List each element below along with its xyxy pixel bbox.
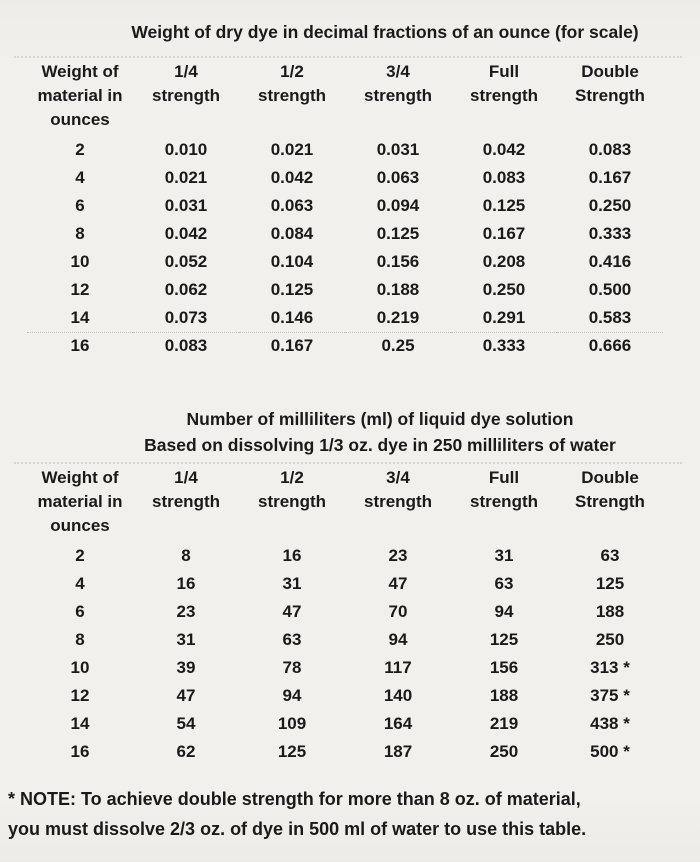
table-cell: 0.031 — [164, 196, 208, 215]
column-header-line: Strength — [575, 492, 645, 511]
column-header — [345, 464, 451, 542]
column-header — [239, 464, 345, 542]
table-cell: 117 — [384, 658, 412, 677]
table-cell: 0.167 — [239, 332, 345, 360]
table-cell: 125 — [489, 630, 519, 649]
liquid-table-title-wrap — [60, 406, 700, 458]
table-cell: 0.250 — [588, 196, 632, 215]
table-cell: 63 — [494, 574, 514, 593]
table-cell: 0.208 — [482, 252, 526, 271]
footnote — [8, 784, 692, 844]
dry-dye-table — [27, 58, 663, 360]
table-cell: 31 — [282, 574, 302, 593]
table-row — [27, 710, 663, 738]
table-cell: 0.094 — [376, 196, 420, 215]
column-header-line: Double — [581, 62, 639, 81]
column-header-line: 1/2 — [280, 468, 304, 487]
table-cell: 0.416 — [588, 252, 632, 271]
table-cell: 0.062 — [164, 280, 208, 299]
table-row — [27, 626, 663, 654]
table-cell: 0.021 — [270, 140, 314, 159]
table-cell: 0.042 — [482, 140, 526, 159]
row-label: 12 — [70, 280, 90, 299]
table-cell: 23 — [388, 546, 408, 565]
table-cell: 0.500 — [588, 280, 632, 299]
table-cell: 313 * — [590, 658, 630, 677]
column-header — [557, 464, 663, 542]
table-cell: 0.250 — [482, 280, 526, 299]
table-cell: 94 — [282, 686, 302, 705]
scan-artifact-rule — [14, 462, 682, 464]
table-cell: 8 — [181, 546, 191, 565]
table-cell: 94 — [494, 602, 514, 621]
table-cell: 0.010 — [164, 140, 208, 159]
column-header-line: Weight of — [41, 62, 119, 81]
table-row — [27, 570, 663, 598]
table-cell: 47 — [388, 574, 408, 593]
table-cell: 0.125 — [482, 196, 526, 215]
table-cell: 0.291 — [482, 307, 526, 327]
table-cell: 0.052 — [164, 252, 208, 271]
table-row — [27, 598, 663, 626]
row-label: 8 — [75, 224, 85, 243]
header-row — [27, 58, 663, 136]
table-cell: 16 — [176, 574, 196, 593]
row-label: 2 — [75, 546, 85, 565]
table-cell: 47 — [176, 686, 196, 705]
table-cell: 125 — [277, 742, 307, 761]
table-cell: 0.156 — [376, 252, 420, 271]
row-label: 16 — [70, 742, 90, 761]
table-cell: 0.666 — [557, 332, 663, 360]
table-cell: 31 — [176, 630, 196, 649]
table-cell: 0.042 — [164, 224, 208, 243]
column-header-line: Full — [488, 468, 520, 487]
row-label: 14 — [70, 307, 90, 327]
table-cell: 0.104 — [270, 252, 314, 271]
column-header-line: ounces — [50, 110, 110, 129]
header-row — [27, 464, 663, 542]
table-cell: 0.333 — [451, 332, 557, 360]
column-header-line: Double — [581, 468, 639, 487]
column-header — [133, 464, 239, 542]
column-header-line: strength — [258, 492, 326, 511]
table-cell: 63 — [282, 630, 302, 649]
table-row — [27, 192, 663, 220]
column-header-line: Strength — [575, 86, 645, 105]
row-label: 10 — [70, 252, 90, 271]
column-header — [451, 464, 557, 542]
table-row — [27, 738, 663, 766]
column-header — [451, 58, 557, 136]
footnote-line-1: * NOTE: To achieve double strength for more than 8 oz. of material, — [8, 789, 581, 809]
column-header-line: strength — [258, 86, 326, 105]
column-header — [345, 58, 451, 136]
table-cell: 0.167 — [588, 168, 632, 187]
table-row — [27, 332, 663, 360]
table-cell: 0.25 — [345, 332, 451, 360]
table-cell: 250 — [595, 630, 625, 649]
table-row — [27, 682, 663, 710]
column-header-line: strength — [470, 86, 538, 105]
column-header-weight — [27, 58, 133, 136]
table-cell: 140 — [383, 686, 413, 705]
table-cell: 0.125 — [376, 224, 420, 243]
table-cell: 0.188 — [376, 280, 420, 299]
column-header-line: 1/2 — [280, 62, 304, 81]
table-cell: 0.083 — [588, 140, 632, 159]
row-label: 4 — [75, 168, 85, 187]
table-cell: 39 — [176, 658, 196, 677]
scan-artifact-rule — [14, 56, 682, 58]
table-cell: 187 — [383, 742, 413, 761]
table-cell: 0.333 — [588, 224, 632, 243]
table-cell: 0.021 — [164, 168, 208, 187]
column-header-line: Weight of — [41, 468, 119, 487]
dry-table-title: Weight of dry dye in decimal fractions of an ounce (for scale) — [131, 22, 639, 42]
table-cell: 23 — [176, 602, 196, 621]
table-cell: 0.084 — [270, 224, 314, 243]
table-cell: 62 — [176, 742, 196, 761]
column-header-line: strength — [152, 86, 220, 105]
row-label: 8 — [75, 630, 85, 649]
row-label: 14 — [70, 714, 90, 733]
table-cell: 375 * — [590, 686, 630, 705]
column-header-line: 3/4 — [386, 62, 410, 81]
column-header — [133, 58, 239, 136]
table-cell: 0.063 — [270, 196, 314, 215]
table-cell: 31 — [494, 546, 514, 565]
table-cell: 164 — [383, 714, 413, 733]
row-label: 4 — [75, 574, 85, 593]
table-cell: 188 — [489, 686, 519, 705]
row-label: 12 — [70, 686, 90, 705]
liquid-dye-table — [27, 464, 663, 766]
column-header-weight — [27, 464, 133, 542]
table-row — [27, 542, 663, 570]
table-cell: 16 — [282, 546, 302, 565]
dry-table-title-wrap — [70, 22, 700, 42]
table-cell: 109 — [277, 714, 307, 733]
table-cell: 0.125 — [270, 280, 314, 299]
table-cell: 250 — [489, 742, 519, 761]
table-cell: 0.083 — [133, 332, 239, 360]
table-cell: 94 — [388, 630, 408, 649]
table-cell: 0.583 — [588, 307, 632, 327]
table-cell: 188 — [595, 602, 625, 621]
table-cell: 156 — [489, 658, 519, 677]
column-header-line: 1/4 — [174, 62, 198, 81]
column-header — [239, 58, 345, 136]
column-header-line: material in — [37, 492, 123, 511]
row-label: 2 — [75, 140, 85, 159]
table-cell: 219 — [489, 714, 519, 733]
table-cell: 0.146 — [270, 307, 314, 327]
table-row — [27, 304, 663, 332]
table-row — [27, 220, 663, 248]
column-header-line: Full — [488, 62, 520, 81]
table-cell: 47 — [282, 602, 302, 621]
table-cell: 0.031 — [376, 140, 420, 159]
table-cell: 125 — [595, 574, 625, 593]
column-header-line: material in — [37, 86, 123, 105]
table-cell: 438 * — [590, 714, 630, 733]
table-cell: 0.167 — [482, 224, 526, 243]
row-label: 6 — [75, 196, 85, 215]
table-cell: 0.219 — [376, 307, 420, 327]
row-label: 6 — [75, 602, 85, 621]
column-header-line: strength — [470, 492, 538, 511]
footnote-line-2: you must dissolve 2/3 oz. of dye in 500 ml of water to use this table. — [8, 819, 587, 839]
table-row — [27, 654, 663, 682]
table-cell: 0.042 — [270, 168, 314, 187]
column-header-line: 3/4 — [386, 468, 410, 487]
table-cell: 70 — [388, 602, 408, 621]
table-cell: 0.083 — [482, 168, 526, 187]
table-cell: 0.063 — [376, 168, 420, 187]
liquid-table-title: Number of milliliters (ml) of liquid dye solution — [186, 409, 574, 429]
table-cell: 63 — [600, 546, 620, 565]
table-row — [27, 164, 663, 192]
row-label: 10 — [70, 658, 90, 677]
table-row — [27, 248, 663, 276]
table-row — [27, 276, 663, 304]
liquid-table-subtitle: Based on dissolving 1/3 oz. dye in 250 milliliters of water — [144, 435, 616, 455]
column-header-line: strength — [364, 86, 432, 105]
table-cell: 0.073 — [164, 307, 208, 327]
column-header-line: ounces — [50, 516, 110, 535]
column-header-line: strength — [364, 492, 432, 511]
column-header-line: strength — [152, 492, 220, 511]
column-header-line: 1/4 — [174, 468, 198, 487]
table-cell: 500 * — [590, 742, 630, 761]
table-cell: 78 — [282, 658, 302, 677]
row-label: 16 — [27, 332, 133, 360]
table-row — [27, 136, 663, 164]
table-cell: 54 — [176, 714, 196, 733]
column-header — [557, 58, 663, 136]
